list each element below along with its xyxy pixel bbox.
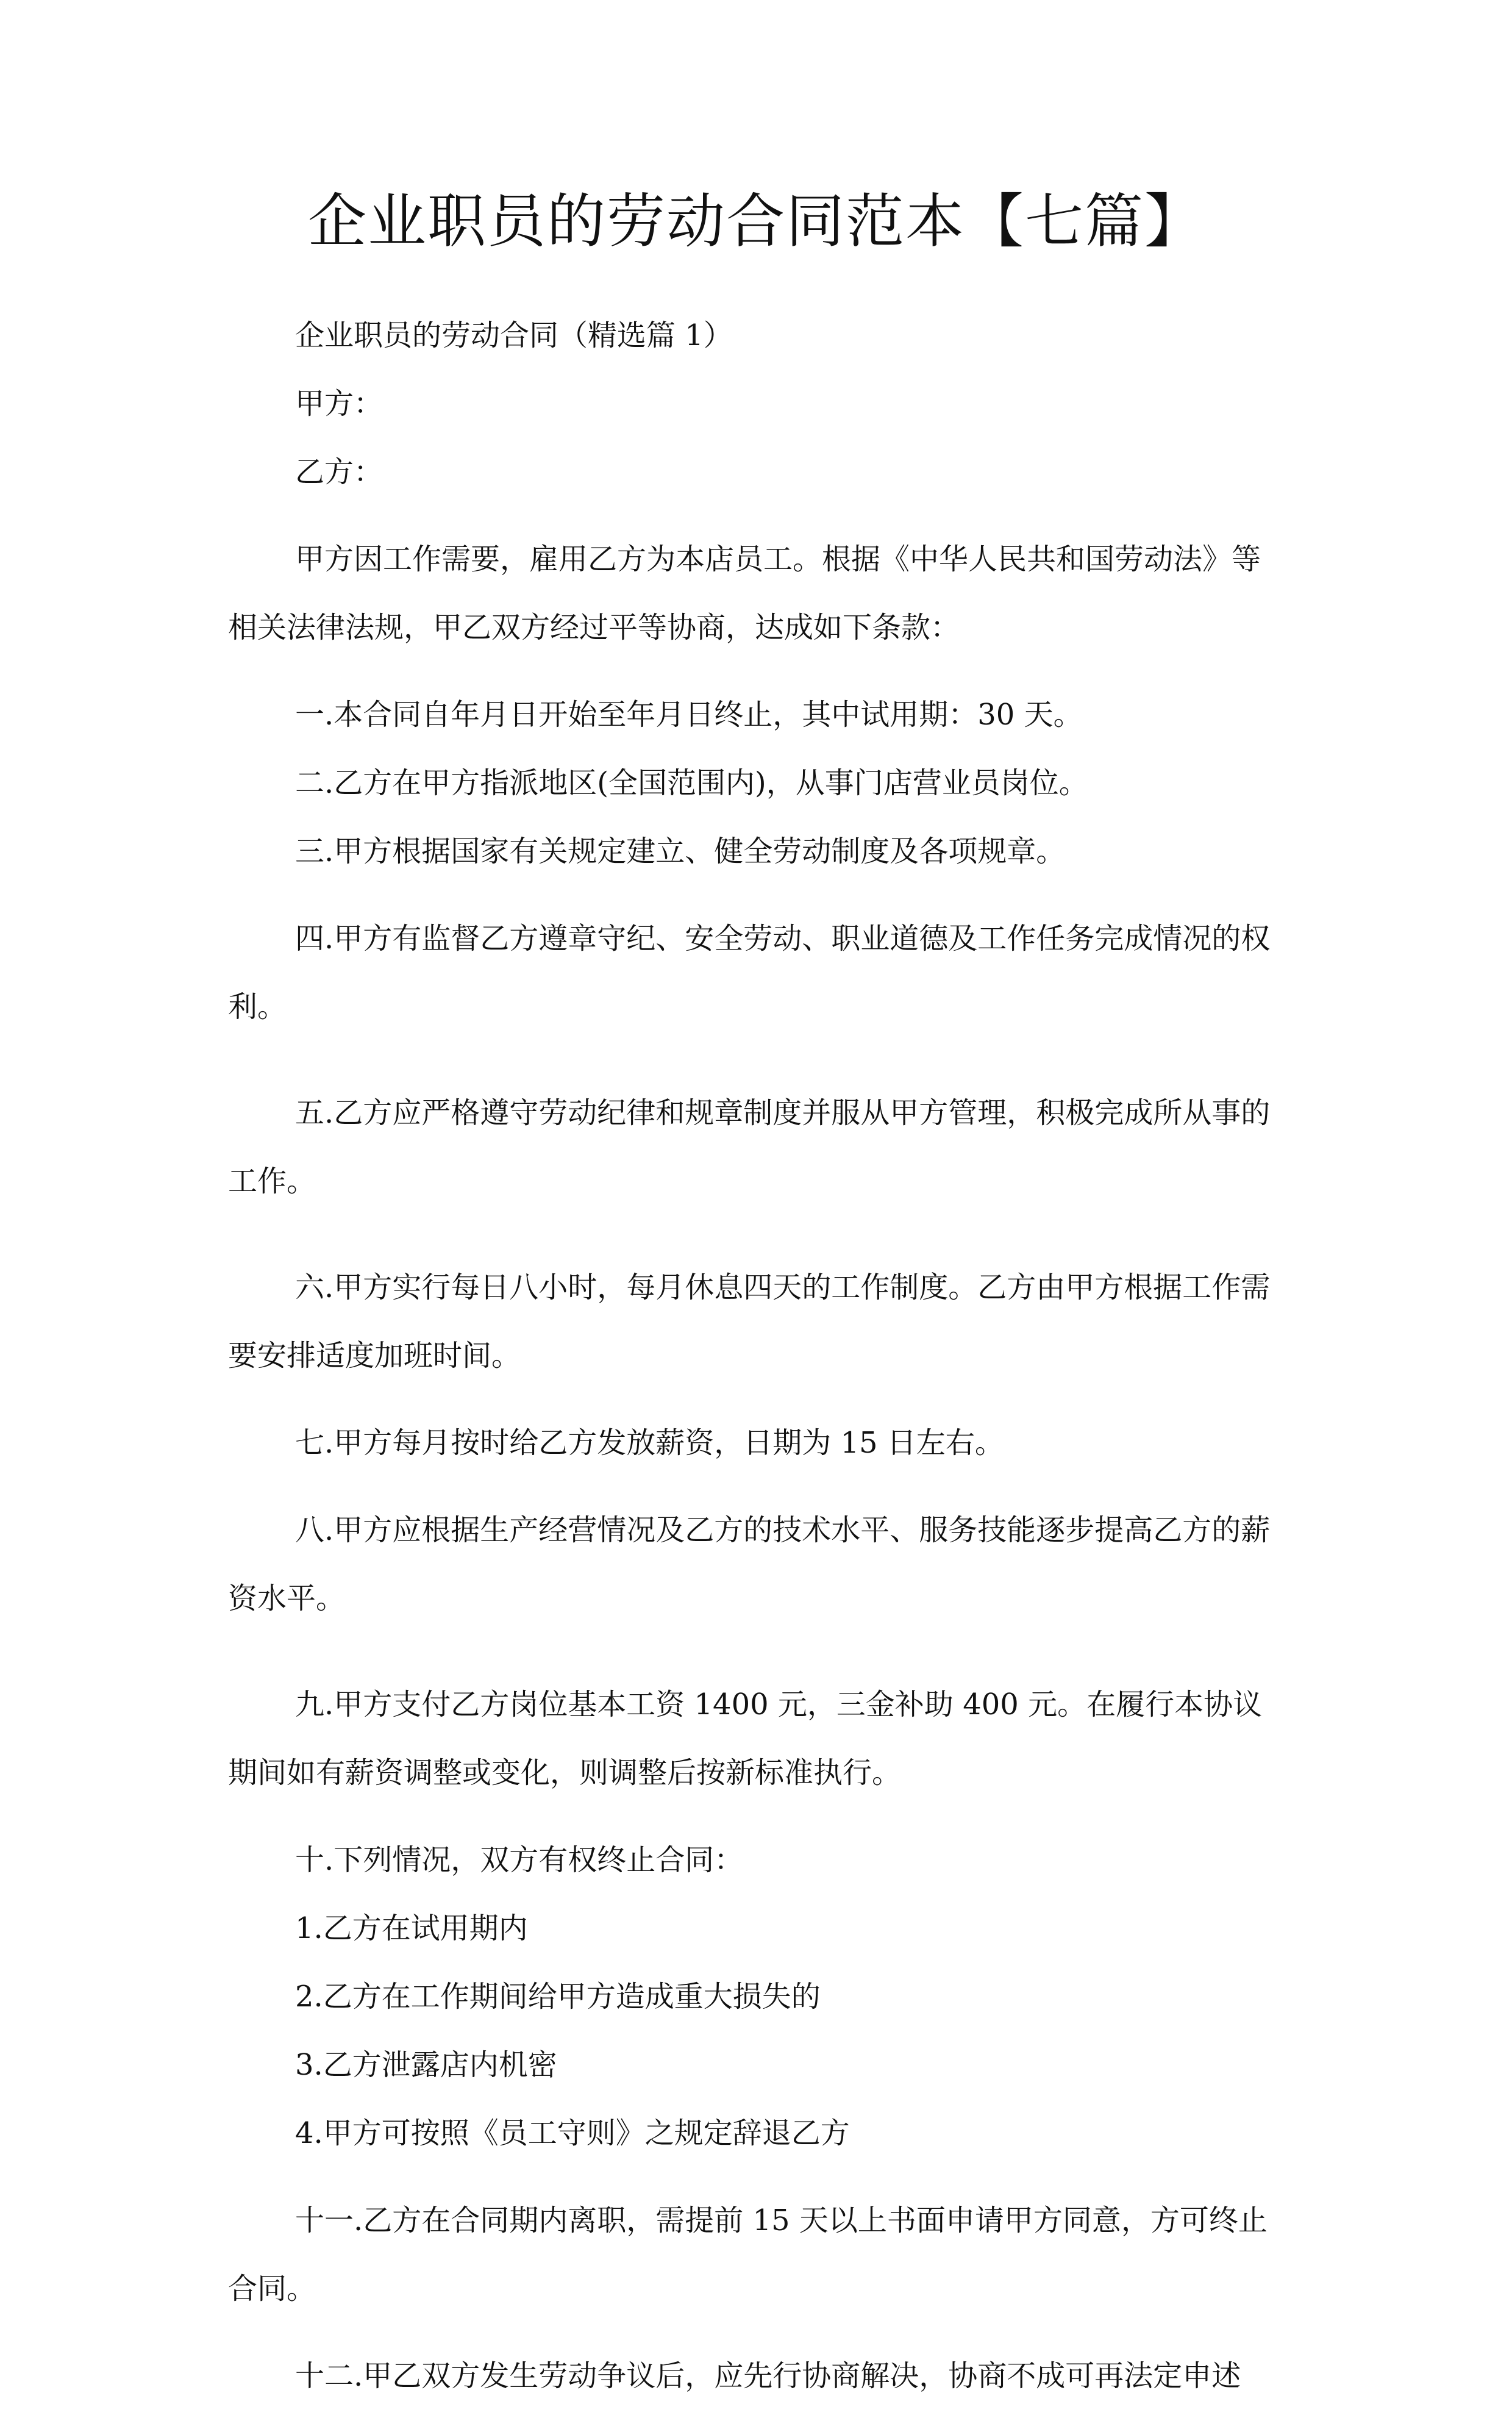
paragraph-party-a: 甲方： [295, 387, 383, 421]
paragraph-heading: 企业职员的劳动合同（精选篇 1） [295, 318, 733, 352]
paragraph-item-4: 4.甲方可按照《员工守则》之规定辞退乙方 [295, 2116, 850, 2150]
paragraph-item-1: 1.乙方在试用期内 [295, 1911, 528, 1945]
paragraph-clause-10: 十.下列情况，双方有权终止合同： [295, 1843, 744, 1877]
paragraph-clause-6: 六.甲方实行每日八小时，每月休息四天的工作制度。乙方由甲方根据工作需要安排适度加班时间。 [228, 1270, 1271, 1373]
paragraph-clause-1: 一.本合同自年月日开始至年月日终止，其中试用期：30 天。 [295, 698, 1083, 732]
document-title: 企业职员的劳动合同范本【七篇】 [308, 187, 1204, 256]
paragraph-clause-11: 十一.乙方在合同期内离职，需提前 15 天以上书面申请甲方同意，方可终止合同。 [228, 2203, 1268, 2306]
paragraph-clause-4: 四.甲方有监督乙方遵章守纪、安全劳动、职业道德及工作任务完成情况的权利。 [228, 921, 1271, 1024]
paragraph-clause-5: 五.乙方应严格遵守劳动纪律和规章制度并服从甲方管理，积极完成所从事的工作。 [228, 1096, 1271, 1198]
paragraph-clause-3: 三.甲方根据国家有关规定建立、健全劳动制度及各项规章。 [295, 834, 1066, 868]
document-body [228, 320, 1286, 2429]
paragraph-clause-8: 八.甲方应根据生产经营情况及乙方的技术水平、服务技能逐步提高乙方的薪资水平。 [228, 1513, 1271, 1615]
paragraph-item-3: 3.乙方泄露店内机密 [295, 2048, 557, 2082]
paragraph-intro: 甲方因工作需要，雇用乙方为本店员工。根据《中华人民共和国劳动法》等相关法律法规，甲乙双方经过平等协商，达成如下条款： [228, 542, 1261, 645]
paragraph-clause-7: 七.甲方每月按时给乙方发放薪资，日期为 15 日左右。 [295, 1426, 1004, 1460]
paragraph-item-2: 2.乙方在工作期间给甲方造成重大损失的 [295, 1980, 821, 2014]
paragraph-party-b: 乙方： [295, 455, 383, 489]
paragraph-clause-2: 二.乙方在甲方指派地区(全国范围内)，从事门店营业员岗位。 [295, 766, 1088, 800]
paragraph-clause-9: 九.甲方支付乙方岗位基本工资 1400 元，三金补助 400 元。在履行本协议期间如有薪资调整或变化，则调整后按新标准执行。 [228, 1687, 1263, 1790]
paragraph-clause-12: 十二.甲乙双方发生劳动争议后，应先行协商解决，协商不成可再法定申述 [295, 2359, 1241, 2393]
